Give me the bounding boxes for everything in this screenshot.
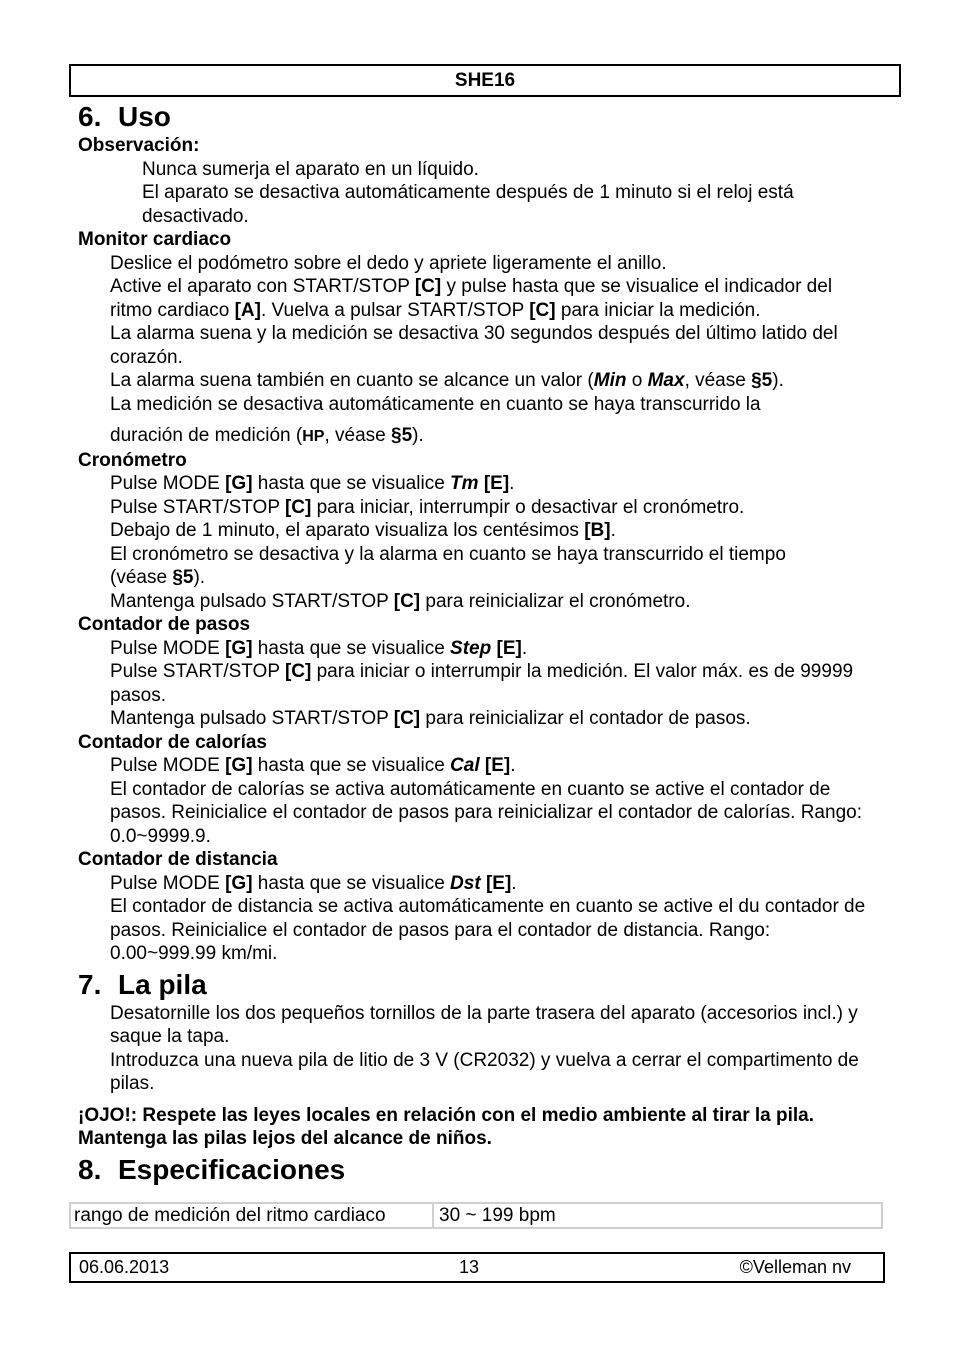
warning-text: ¡OJO!: Respete las leyes locales en relación con el medio ambiente al tirar la pila. Mantenga las pilas lejos del alcance de niños.	[78, 1104, 815, 1149]
paragraph: Pulse MODE [G] hasta que se visualice Step [E].	[110, 637, 528, 659]
paragraph: Pulse MODE [G] hasta que se visualice Tm [E].	[110, 473, 515, 494]
section-heading-specifications: 8. Especificaciones	[78, 1153, 346, 1185]
paragraph: La alarma suena también en cuanto se alcance un valor (Min o Max, véase §5).	[110, 370, 784, 391]
paragraph: Mantenga pulsado START/STOP [C] para reinicializar el contador de pasos.	[110, 708, 751, 729]
paragraph: Pulse MODE [G] hasta que se visualice Cal [E].	[110, 755, 516, 776]
paragraph: Mantenga pulsado START/STOP [C] para reinicializar el cronómetro.	[110, 590, 691, 612]
paragraph: Active el aparato con START/STOP [C] y pulse hasta que se visualice el indicador del ritmo cardiaco [A]. Vuelva a pulsar START/STOP [C] para iniciar la medición.	[110, 276, 833, 321]
paragraph: Debajo de 1 minuto, el aparato visualiza los centésimos [B].	[110, 520, 616, 541]
paragraph: duración de medición (HP, véase §5).	[110, 425, 424, 446]
paragraph: Pulse MODE [G] hasta que se visualice Dst [E].	[110, 872, 517, 894]
paragraph: El cronómetro se desactiva y la alarma en cuanto se haya transcurrido el tiempo	[110, 543, 786, 565]
paragraph: Introduzca una nueva pila de litio de 3 V (CR2032) y vuelva a cerrar el compartimento de pilas.	[110, 1049, 859, 1094]
model-title: SHE16	[454, 70, 516, 91]
paragraph: La alarma suena y la medición se desactiva 30 segundos después del último latido del corazón.	[110, 323, 838, 368]
paragraph: Desatornille los dos pequeños tornillos de la parte trasera del aparato (accesorios incl.) y saque la tapa.	[110, 1002, 858, 1047]
subheading-stopwatch: Cronómetro	[78, 449, 187, 471]
paragraph: El contador de calorías se activa automáticamente en cuanto se active el contador de pasos. Reinicialice el contador de pasos para reinicializar el contador de calorías. Rango: 0.0~9999.9.	[110, 778, 862, 847]
observation-text: Nunca sumerja el aparato en un líquido.	[142, 158, 479, 180]
page-footer	[69, 1252, 885, 1283]
subheading-distance-counter: Contador de distancia	[78, 849, 278, 870]
paragraph: Pulse START/STOP [C] para iniciar o interrumpir la medición. El valor máx. es de 99999 pasos.	[110, 661, 854, 706]
footer-copyright: ©Velleman nv	[739, 1257, 851, 1277]
spec-label-cell: rango de medición del ritmo cardiaco	[71, 1204, 434, 1227]
section-heading-uso: 6. Uso	[78, 101, 171, 132]
paragraph: Pulse START/STOP [C] para iniciar, interrumpir o desactivar el cronómetro.	[110, 496, 745, 518]
paragraph: La medición se desactiva automáticamente en cuanto se haya transcurrido la	[110, 393, 761, 415]
subheading-heart-monitor: Monitor cardiaco	[78, 229, 232, 250]
footer-date: 06.06.2013	[79, 1257, 170, 1277]
footer-page-number: 13	[459, 1257, 480, 1277]
observation-text: El aparato se desactiva automáticamente después de 1 minuto si el reloj está desactivado.	[142, 182, 794, 227]
subheading-step-counter: Contador de pasos	[78, 614, 251, 635]
paragraph: El contador de distancia se activa automáticamente en cuanto se active el du contador de pasos. Reinicialice el contador de pasos para el contador de distancia. Rango: 0.00~999.99 km/mi.	[110, 896, 866, 964]
section-heading-battery: 7. La pila	[78, 968, 207, 1000]
spec-value-cell: 30 ~ 199 bpm	[439, 1205, 556, 1226]
observation-label: Observación:	[78, 135, 200, 156]
subheading-calorie-counter: Contador de calorías	[78, 731, 267, 753]
paragraph: (véase §5).	[110, 567, 206, 588]
document-body	[78, 100, 878, 1187]
specifications-table	[69, 1202, 883, 1229]
page-header	[69, 64, 901, 97]
paragraph: Deslice el podómetro sobre el dedo y apriete ligeramente el anillo.	[110, 252, 667, 274]
